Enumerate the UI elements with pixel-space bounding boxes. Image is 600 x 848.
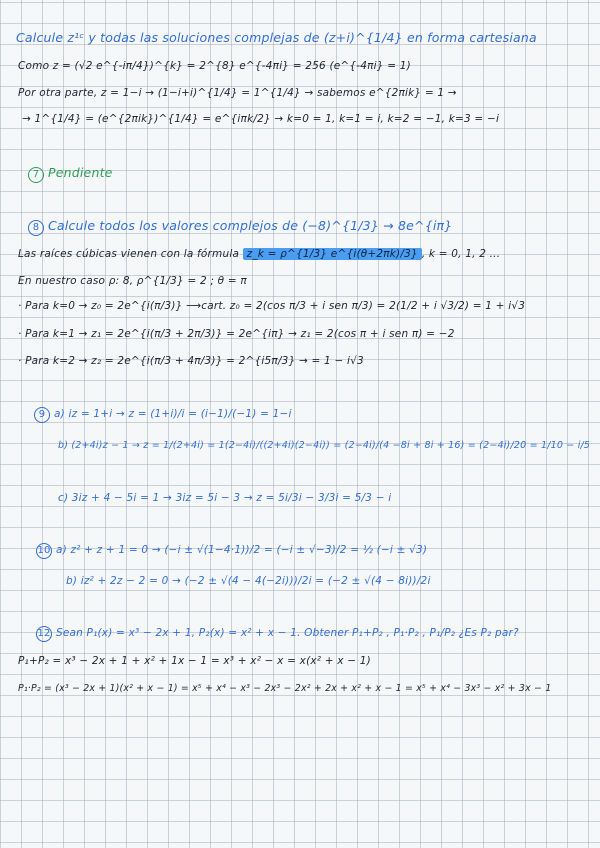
work-line-3: → 1^{1/4} = (e^{2πik})^{1/4} = e^{iπk/2} → k=0 = 1, k=1 = i, k=2 = −1, k=3 = −i xyxy=(22,113,500,125)
problem-8-heading: 8 Calcule todos los valores complejos de (−8)^{1/3} → 8e^{iπ} xyxy=(28,218,452,236)
work-line-2: Por otra parte, z = 1−i → (1−i+i)^{1/4} = 1^{1/4} → sabemos e^{2πik} = 1 → xyxy=(18,87,457,99)
problem-9-heading: 9 a) iz = 1+i → z = (1+i)/i = (i−1)/(−1) = 1−i xyxy=(34,407,292,423)
work-line-1: Como z = (√2 e^{-iπ/4})^{k} = 2^{8} e^{-4πi} = 256 (e^{-4πi} = 1) xyxy=(18,60,411,72)
problem-number-9: 9 xyxy=(34,407,50,423)
problem-number-10: 10 xyxy=(36,543,52,559)
work-line-4: Las raíces cúbicas vienen con la fórmula z_k = ρ^{1/3} e^{i(θ+2πk)/3} , k = 0, 1, 2 ... xyxy=(18,248,501,260)
work-line-11: b) iz² + 2z − 2 = 0 → (−2 ± √(4 − 4(−2i)))/2i = (−2 ± √(4 − 8i))/2i xyxy=(66,575,431,587)
problem-10-heading: 10 a) z² + z + 1 = 0 → (−i ± √(1−4·1))/2 = (−i ± √−3)/2 = ½ (−i ± √3) xyxy=(36,543,427,559)
work-line-12: P₁+P₂ = x³ − 2x + 1 + x² + 1x − 1 = x³ + x² − x = x(x² + x − 1) xyxy=(18,655,371,667)
work-line-9: b) (2+4i)z − 1 → z = 1/(2+4i) = 1(2−4i)/((2+4i)(2−4i)) = (2−4i)/(4 −8i + 8i + 16) = (2−4i)/20 = 1/10 − i/5 xyxy=(58,440,591,451)
work-line-7: · Para k=1 → z₁ = 2e^{i(π/3 + 2π/3)} = 2e^{iπ} → z₁ = 2(cos π + i sen π) = −2 xyxy=(18,328,455,340)
highlighted-formula: z_k = ρ^{1/3} e^{i(θ+2πk)/3} xyxy=(243,248,422,260)
problem-statement-title: Calcule z¹ᶜ y todas las soluciones complejas de (z+i)^{1/4} en forma cartesiana xyxy=(16,30,537,45)
work-line-5: En nuestro caso ρ: 8, ρ^{1/3} = 2 ; θ = π xyxy=(18,275,247,287)
problem-number-12: 12 xyxy=(36,626,52,642)
work-line-10: c) 3iz + 4 − 5i = 1 → 3iz = 5i − 3 → z = 5i/3i − 3/3i = 5/3 − i xyxy=(58,492,392,504)
problem-number-7: 7 xyxy=(28,167,44,183)
work-line-13: P₁·P₂ = (x³ − 2x + 1)(x² + x − 1) = x⁵ + x⁴ − x³ − 2x³ − 2x² + 2x + x² + x − 1 = x⁵ + x⁴ − 3x³ − x² + 3x − 1 xyxy=(18,683,552,694)
work-line-6: · Para k=0 → z₀ = 2e^{i(π/3)} ⟶cart. z₀ = 2(cos π/3 + i sen π/3) = 2(1/2 + i √3/2) = 1 + i√3 xyxy=(18,300,526,312)
problem-7-heading: 7 Pendiente xyxy=(28,165,113,183)
work-line-8: · Para k=2 → z₂ = 2e^{i(π/3 + 4π/3)} = 2^{i5π/3} → = 1 − i√3 xyxy=(18,355,364,367)
problem-number-8: 8 xyxy=(28,220,44,236)
problem-12-heading: 12 Sean P₁(x) = x³ − 2x + 1, P₂(x) = x² + x − 1. Obtener P₁+P₂ , P₁·P₂ , P₁/P₂ ¿Es P₂ par? xyxy=(36,626,519,642)
